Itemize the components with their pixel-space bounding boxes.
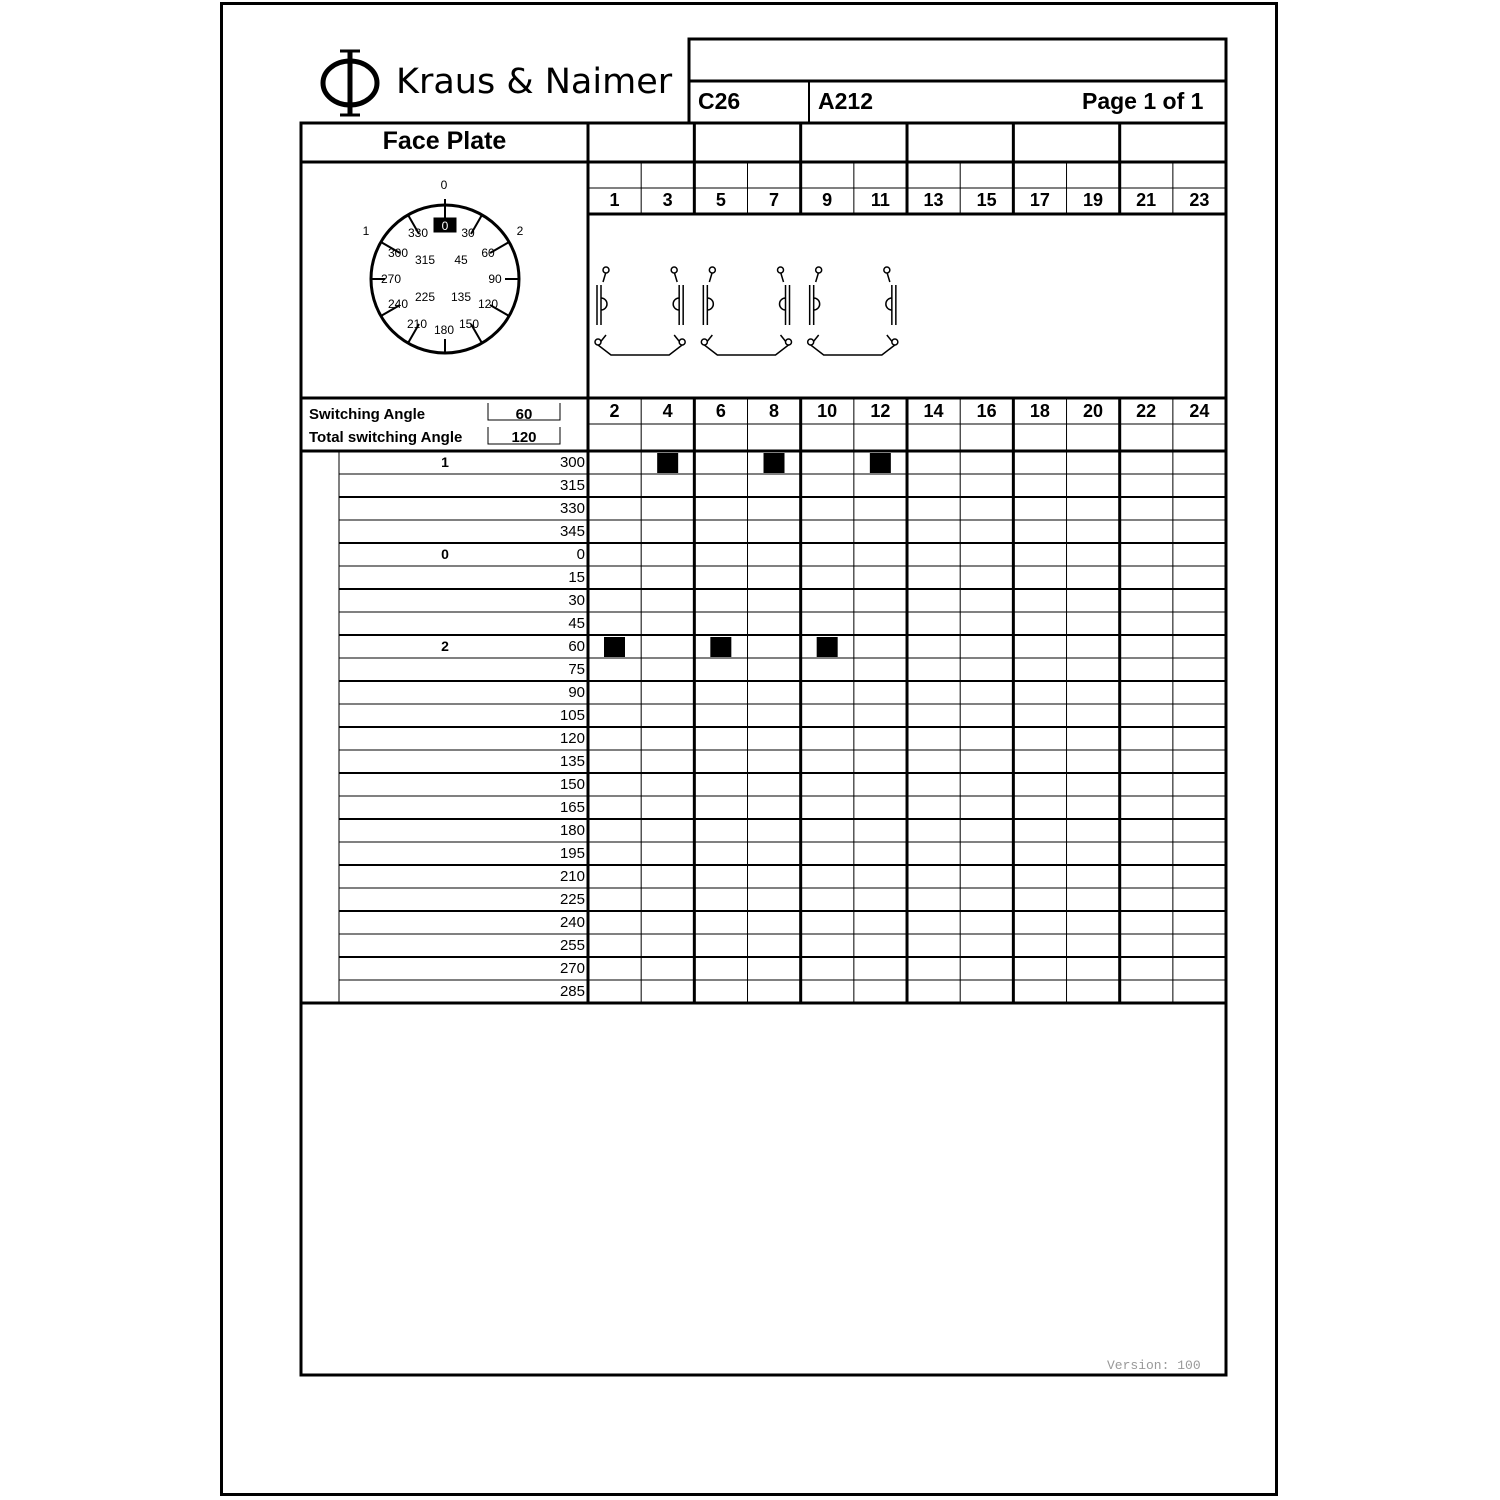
angle-60: 60	[568, 638, 585, 655]
contact-closed-mark	[657, 453, 678, 473]
terminal-bottom-2: 2	[609, 401, 620, 421]
terminal-top-19: 19	[1083, 190, 1104, 210]
terminal-bottom-10: 10	[817, 401, 838, 421]
terminal-bottom-20: 20	[1083, 401, 1104, 421]
dial-position-2: 2	[516, 224, 524, 238]
terminal-bottom-14: 14	[923, 401, 944, 421]
contact-closed-mark	[764, 453, 785, 473]
position-label-2: 2	[441, 638, 449, 654]
dial-angle-270: 270	[380, 272, 402, 286]
angle-120: 120	[559, 730, 585, 747]
angle-345: 345	[559, 523, 585, 540]
angle-135: 135	[559, 753, 585, 770]
terminal-bottom-18: 18	[1029, 401, 1050, 421]
angle-225: 225	[559, 891, 585, 908]
angle-0: 0	[576, 546, 585, 563]
dial-angle-150: 150	[458, 317, 480, 331]
dial-angle-135: 135	[450, 290, 472, 304]
angle-285: 285	[559, 983, 585, 1000]
angle-255: 255	[559, 937, 585, 954]
angle-315: 315	[559, 477, 585, 494]
dial-position-1: 1	[362, 224, 370, 238]
total-switching-angle-value: 120	[511, 429, 537, 446]
face-plate-title: Face Plate	[382, 127, 507, 155]
terminal-top-11: 11	[870, 190, 890, 210]
terminal-top-23: 23	[1189, 190, 1210, 210]
dial-angle-210: 210	[406, 317, 428, 331]
terminal-bottom-22: 22	[1136, 401, 1157, 421]
contact-pair-diagram	[701, 267, 791, 355]
terminal-top-17: 17	[1029, 190, 1050, 210]
terminal-top-1: 1	[609, 190, 620, 210]
angle-270: 270	[559, 960, 585, 977]
dial-angle-240: 240	[387, 297, 409, 311]
angle-180: 180	[559, 822, 585, 839]
terminal-top-15: 15	[976, 190, 997, 210]
total-switching-angle-label: Total switching Angle	[309, 429, 463, 446]
dial-angle-330: 330	[407, 226, 429, 240]
terminal-bottom-12: 12	[870, 401, 891, 421]
angle-330: 330	[559, 500, 585, 517]
brand-name: Kraus & Naimer	[396, 62, 673, 102]
angle-210: 210	[559, 868, 585, 885]
position-label-0: 0	[441, 546, 449, 562]
angle-150: 150	[559, 776, 585, 793]
program-code: A212	[818, 88, 873, 114]
dial-angle-45: 45	[454, 253, 468, 267]
terminal-top-21: 21	[1136, 190, 1157, 210]
terminal-top-3: 3	[662, 190, 673, 210]
dial-angle-180: 180	[433, 323, 455, 337]
terminal-bottom-16: 16	[976, 401, 997, 421]
terminal-bottom-8: 8	[768, 401, 779, 421]
dial-angle-30: 30	[461, 226, 475, 240]
angle-30: 30	[568, 592, 585, 609]
dial-angle-120: 120	[477, 297, 499, 311]
dial-angle-90: 90	[488, 272, 502, 286]
dial-angle-0: 0	[441, 219, 449, 233]
contact-closed-mark	[817, 637, 838, 657]
contact-closed-mark	[604, 637, 625, 657]
contact-pair-diagram	[808, 267, 898, 355]
dial-angle-315: 315	[414, 253, 436, 267]
dial-angle-300: 300	[387, 246, 409, 260]
contact-closed-mark	[870, 453, 891, 473]
angle-75: 75	[568, 661, 585, 678]
terminal-top-13: 13	[923, 190, 944, 210]
angle-45: 45	[568, 615, 585, 632]
position-label-1: 1	[441, 454, 449, 470]
terminal-top-7: 7	[768, 190, 779, 210]
angle-105: 105	[559, 707, 585, 724]
angle-300: 300	[559, 454, 585, 471]
contact-pair-diagram	[595, 267, 685, 355]
dial-position-0: 0	[440, 178, 448, 192]
angle-240: 240	[559, 914, 585, 931]
contact-closed-mark	[710, 637, 731, 657]
terminal-top-9: 9	[822, 190, 833, 210]
angle-165: 165	[559, 799, 585, 816]
terminal-bottom-6: 6	[715, 401, 726, 421]
terminal-bottom-24: 24	[1189, 401, 1210, 421]
dial-angle-225: 225	[414, 290, 436, 304]
angle-15: 15	[568, 569, 585, 586]
series-code: C26	[698, 88, 741, 114]
switching-angle-label: Switching Angle	[309, 406, 426, 423]
face-plate-dial	[363, 178, 524, 353]
dial-angle-60: 60	[481, 246, 495, 260]
angle-90: 90	[568, 684, 585, 701]
version-label: Version: 100	[1107, 1358, 1201, 1373]
angle-195: 195	[559, 845, 585, 862]
terminal-bottom-4: 4	[662, 401, 673, 421]
switching-angle-value: 60	[515, 406, 533, 423]
terminal-top-5: 5	[715, 190, 726, 210]
page-indicator: Page 1 of 1	[1082, 88, 1204, 114]
